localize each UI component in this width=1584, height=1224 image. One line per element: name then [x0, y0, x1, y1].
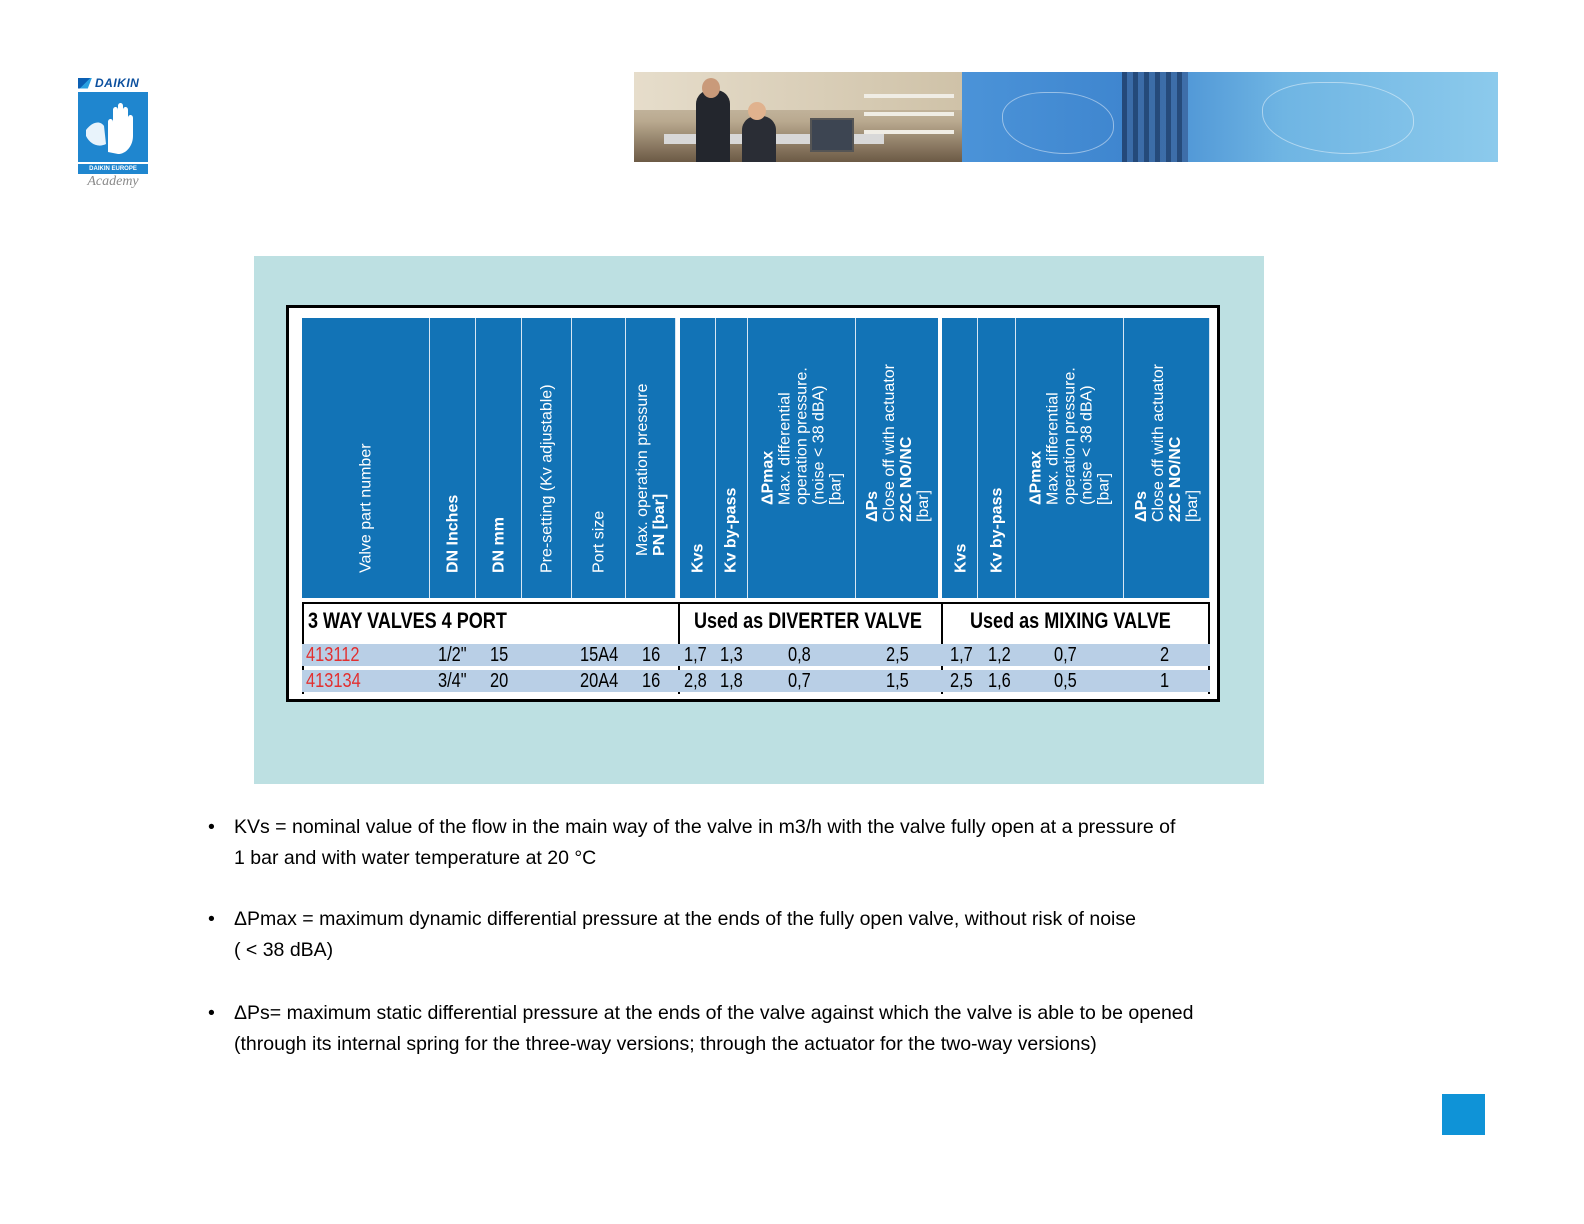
column-header: [626, 318, 676, 598]
header-line: [bar]: [1095, 472, 1112, 505]
column-header: [714, 318, 748, 598]
header-line: Max. differential: [776, 392, 793, 505]
column-header-label: [490, 517, 507, 573]
column-header: [430, 318, 476, 598]
diverter-kvs: 1,7: [684, 644, 707, 666]
column-header: [476, 318, 522, 598]
port-size: 20A4: [580, 670, 619, 692]
office-photo: [634, 72, 962, 162]
header-line: 22C NO/NC: [897, 436, 915, 522]
header-line: Pre-setting (Kv adjustable): [538, 384, 555, 573]
header-line: Kvs: [689, 543, 706, 573]
diverter-kvs: 2,8: [684, 670, 707, 692]
column-header-label: [864, 364, 932, 522]
header-line: DN mm: [490, 516, 507, 573]
daikin-academy-logo: [78, 74, 150, 198]
column-header: [978, 318, 1016, 598]
header-line: [bar]: [827, 472, 844, 505]
mixing-kvs: 2,5: [950, 670, 973, 692]
diverter-dpmax: 0,8: [788, 644, 811, 666]
header-line: Kv by-pass: [722, 487, 739, 573]
header-banner-image: [634, 72, 1498, 162]
header-line: Valve part number: [357, 443, 374, 573]
column-header-label: [1027, 367, 1112, 505]
header-line: operation pressure.: [1061, 367, 1078, 505]
divider: [302, 602, 1210, 604]
diverter-dps: 1,5: [886, 670, 909, 692]
group-title-diverter: Used as DIVERTER VALVE: [694, 608, 922, 633]
group-title-mixing: Used as MIXING VALVE: [970, 608, 1171, 633]
column-header: [680, 318, 716, 598]
daikin-brand: [78, 74, 150, 92]
pn-bar: 16: [642, 670, 661, 692]
bullet-text-continued: ( < 38 dBA): [234, 939, 334, 961]
header-line: DN Inches: [444, 494, 461, 573]
header-line: PN [bar]: [650, 493, 668, 556]
diverter-dps: 2,5: [886, 644, 909, 666]
column-header: [572, 318, 626, 598]
header-line: ΔPmax: [759, 450, 776, 505]
table-row: [302, 670, 1210, 692]
column-header: [1016, 318, 1124, 598]
bullet-text: ΔPs= maximum static differential pressure at the ends of the valve against which the valve is able to be opened: [234, 1002, 1194, 1024]
column-header-label: [759, 367, 844, 505]
diverter-kv-bypass: 1,8: [720, 670, 743, 692]
group-separator: [938, 318, 942, 598]
group-separator: [676, 318, 680, 598]
header-line: Kv by-pass: [988, 487, 1005, 573]
logo-subtitle: DAIKIN EUROPE: [78, 164, 148, 174]
table-row: [302, 644, 1210, 666]
part-number: 413112: [306, 644, 360, 666]
mixing-dpmax: 0,7: [1054, 644, 1077, 666]
column-header: [1124, 318, 1210, 598]
column-header-label: [988, 488, 1005, 573]
header-line: [bar]: [1183, 489, 1201, 522]
column-header-label: [1133, 364, 1201, 522]
brand-name: DAIKIN: [95, 76, 140, 90]
column-header: [856, 318, 940, 598]
slide-corner-marker: [1442, 1094, 1485, 1135]
header-line: [bar]: [914, 489, 932, 522]
mixing-kv-bypass: 1,2: [988, 644, 1011, 666]
dn-mm: 20: [490, 670, 509, 692]
header-line: Max. differential: [1044, 392, 1061, 505]
column-header-label: [538, 384, 555, 573]
header-line: Port size: [590, 510, 607, 573]
bullet-text-continued: (through its internal spring for the three-way versions; through the actuator for the two-way versions): [234, 1033, 1097, 1055]
bullet-text: ΔPmax = maximum dynamic differential pressure at the ends of the fully open valve, without risk of noise: [234, 908, 1136, 930]
section-title: 3 WAY VALVES 4 PORT: [308, 608, 507, 633]
header-line: Max. operation pressure: [633, 383, 651, 556]
hand-emblem-icon: [78, 92, 148, 162]
bullet-icon: •: [208, 908, 215, 930]
header-line: ΔPs: [1132, 490, 1150, 522]
logo-academy: Academy: [87, 174, 139, 189]
diverter-dpmax: 0,7: [788, 670, 811, 692]
header-line: ΔPmax: [1027, 450, 1044, 505]
header-line: Close off with actuator: [1149, 363, 1167, 522]
world-map-photo: [962, 72, 1498, 162]
column-header: [944, 318, 978, 598]
bullet-icon: •: [208, 1002, 215, 1024]
header-line: ΔPs: [863, 490, 881, 522]
part-number: 413134: [306, 670, 361, 692]
dn-mm: 15: [490, 644, 509, 666]
header-line: operation pressure.: [793, 367, 810, 505]
column-header-label: [590, 511, 607, 573]
header-line: Kvs: [952, 543, 969, 573]
column-header-label: [689, 544, 706, 573]
header-line: 22C NO/NC: [1166, 436, 1184, 522]
dn-inches: 1/2": [438, 644, 467, 666]
mixing-kvs: 1,7: [950, 644, 973, 666]
pn-bar: 16: [642, 644, 661, 666]
mixing-dpmax: 0,5: [1054, 670, 1077, 692]
column-header-label: [722, 488, 739, 573]
mixing-kv-bypass: 1,6: [988, 670, 1011, 692]
header-line: (noise < 38 dBA): [810, 385, 827, 505]
mixing-dps: 2: [1160, 644, 1170, 666]
header-line: Close off with actuator: [880, 363, 898, 522]
column-header-label: [357, 443, 374, 573]
column-header-label: [952, 544, 969, 573]
column-header: [748, 318, 856, 598]
bullet-text: KVs = nominal value of the flow in the main way of the valve in m3/h with the valve fully open at a pressure of: [234, 816, 1176, 838]
bullet-text-continued: 1 bar and with water temperature at 20 °C: [234, 847, 597, 869]
diverter-kv-bypass: 1,3: [720, 644, 743, 666]
mixing-dps: 1: [1160, 670, 1170, 692]
column-header-label: [444, 495, 461, 573]
header-line: (noise < 38 dBA): [1078, 385, 1095, 505]
daikin-mark-icon: [78, 78, 92, 89]
column-header: [522, 318, 572, 598]
column-header-label: [634, 383, 668, 556]
dn-inches: 3/4": [438, 670, 467, 692]
column-header: [302, 318, 430, 598]
port-size: 15A4: [580, 644, 619, 666]
table-header: [302, 318, 1210, 598]
bullet-icon: •: [208, 816, 215, 838]
